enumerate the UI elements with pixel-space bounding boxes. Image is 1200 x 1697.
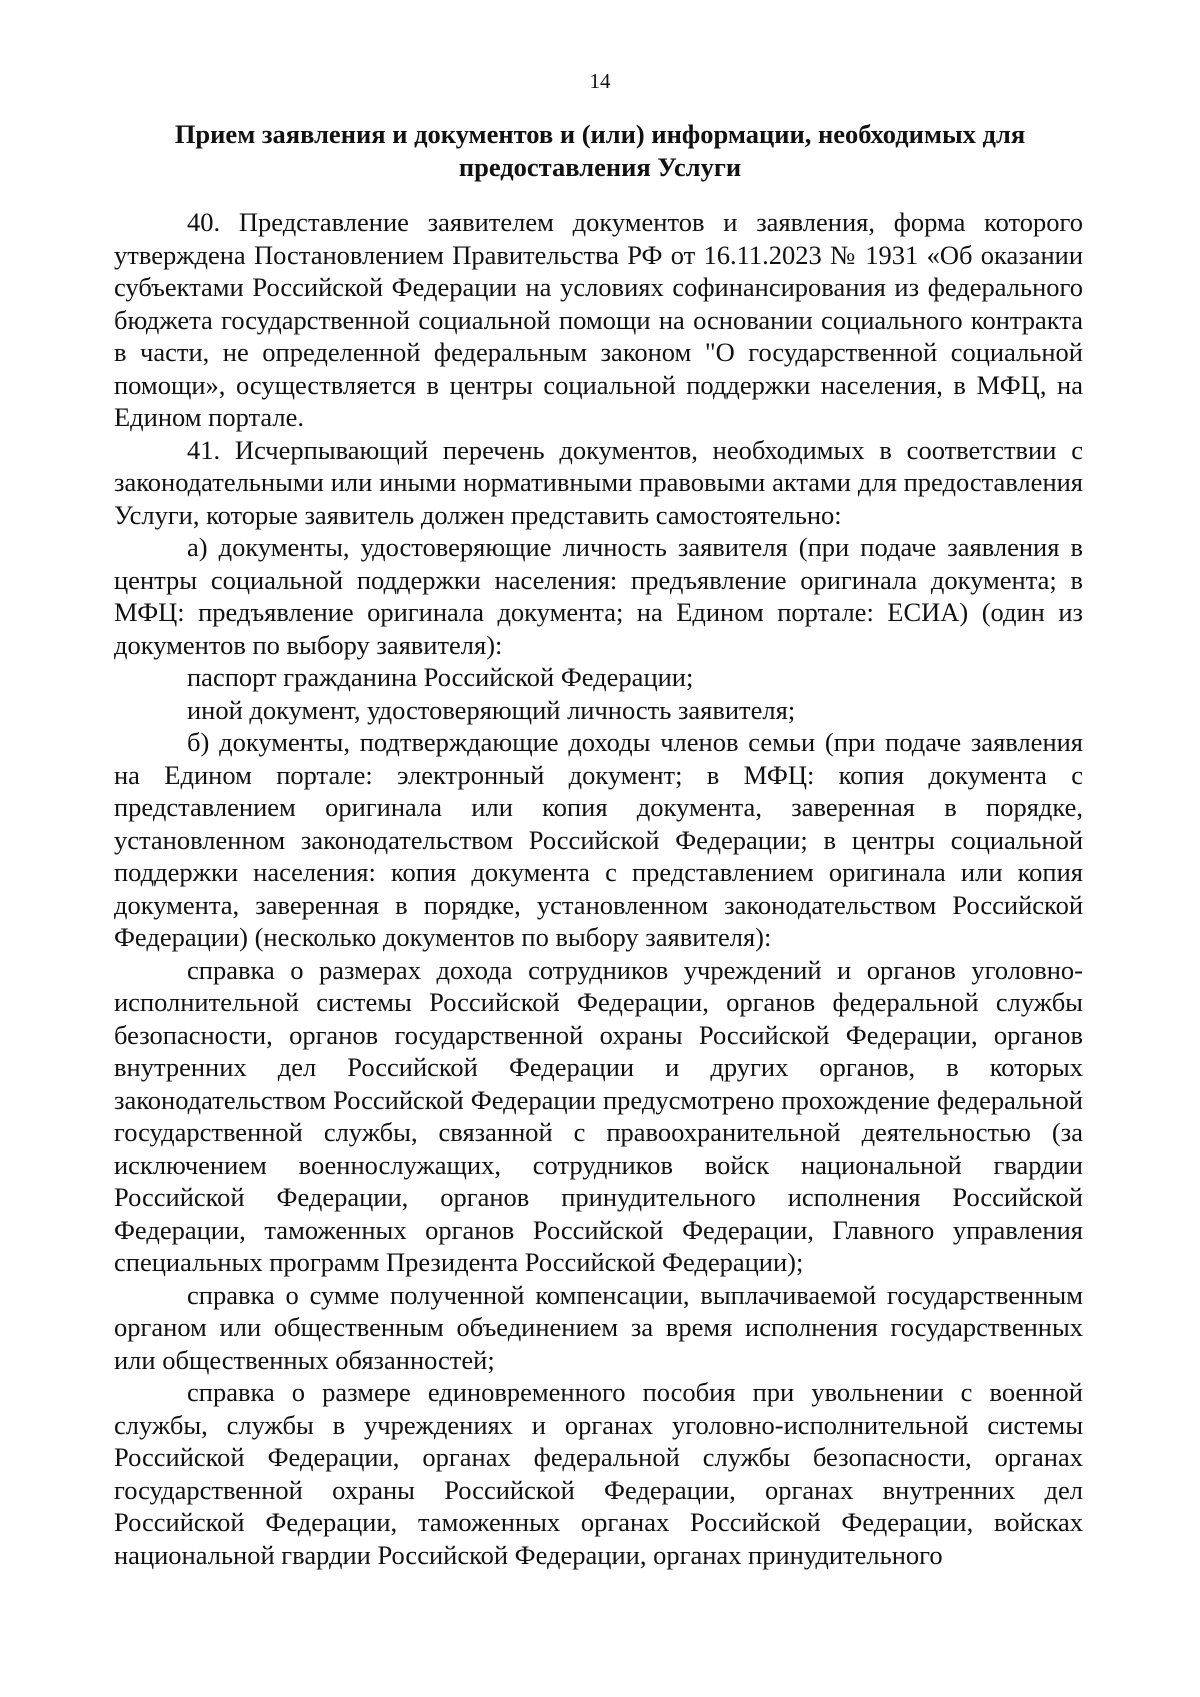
page-number: 14 <box>589 69 611 93</box>
section-heading-line-2: предоставления Услуги <box>458 152 742 182</box>
section-heading <box>120 118 1080 184</box>
list-subitem-compensation-certificate: справка о сумме полученной компенсации, выплачиваемой государственным органом или общественным объединением за время исполнения государственных или общественных обязанностей; <box>114 1279 1083 1375</box>
paragraph-40: 40. Представление заявителем документов и заявления, форма которого утверждена Постановлением Правительства РФ от 16.11.2023 № 1931 «Об оказании субъектами Российской Федерации на условиях софинансирования из федерального бюджета государственной социальной помощи на основании социального контракта в части, не определенной федеральным законом "О государственной социальной помощи», осуществляется в центры социальной поддержки населения, в МФЦ, на Едином портале. <box>114 207 1083 432</box>
body-text <box>114 206 1083 1571</box>
list-item-a: а) документы, удостоверяющие личность заявителя (при подаче заявления в центры социальной поддержки населения: предъявление оригинала документа; в МФЦ: предъявление оригинала документа; на Едином портале: ЕСИА) (один из документов по выбору заявителя): <box>114 532 1083 660</box>
list-item-b: б) документы, подтверждающие доходы членов семьи (при подаче заявления на Едином портале: электронный документ; в МФЦ: копия документа с представлением оригинала или копия документа, заверенная в порядке, установленном законодательством Российской Федерации; в центры социальной поддержки населения: копия документа с представлением оригинала или копия документа, заверенная в порядке, установленном законодательством Российской Федерации) (несколько документов по выбору заявителя): <box>114 727 1083 952</box>
list-subitem-passport: паспорт гражданина Российской Федерации; <box>187 662 694 692</box>
section-heading-line-1: Прием заявления и документов и (или) информации, необходимых для <box>174 119 1026 149</box>
list-subitem-other-id: иной документ, удостоверяющий личность заявителя; <box>187 694 796 725</box>
list-subitem-allowance-certificate: справка о размере единовременного пособия при увольнении с военной службы, службы в учреждениях и органах уголовно-исполнительной системы Российской Федерации, органах федеральной службы безопасности, органах государственной охраны Российской Федерации, органах внутренних дел Российской Федерации, таможенных органах Российской Федерации, войсках национальной гвардии Российской Федерации, органах принудительного <box>114 1377 1083 1570</box>
list-subitem-income-certificate: справка о размерах дохода сотрудников учреждений и органов уголовно-исполнительной системы Российской Федерации, органов федеральной службы безопасности, органов государственной охраны Российской Федерации, органов внутренних дел Российской Федерации и других органов, в которых законодательством Российской Федерации предусмотрено прохождение федеральной государственной службы, связанной с правоохранительной деятельностью (за исключением военнослужащих, сотрудников войск национальной гвардии Российской Федерации, органов принудительного исполнения Российской Федерации, таможенных органов Российской Федерации, Главного управления специальных программ Президента Российской Федерации); <box>114 954 1083 1277</box>
paragraph-41: 41. Исчерпывающий перечень документов, необходимых в соответствии с законодательными или иными нормативными правовыми актами для предоставления Услуги, которые заявитель должен представить самостоятельно: <box>114 434 1083 530</box>
